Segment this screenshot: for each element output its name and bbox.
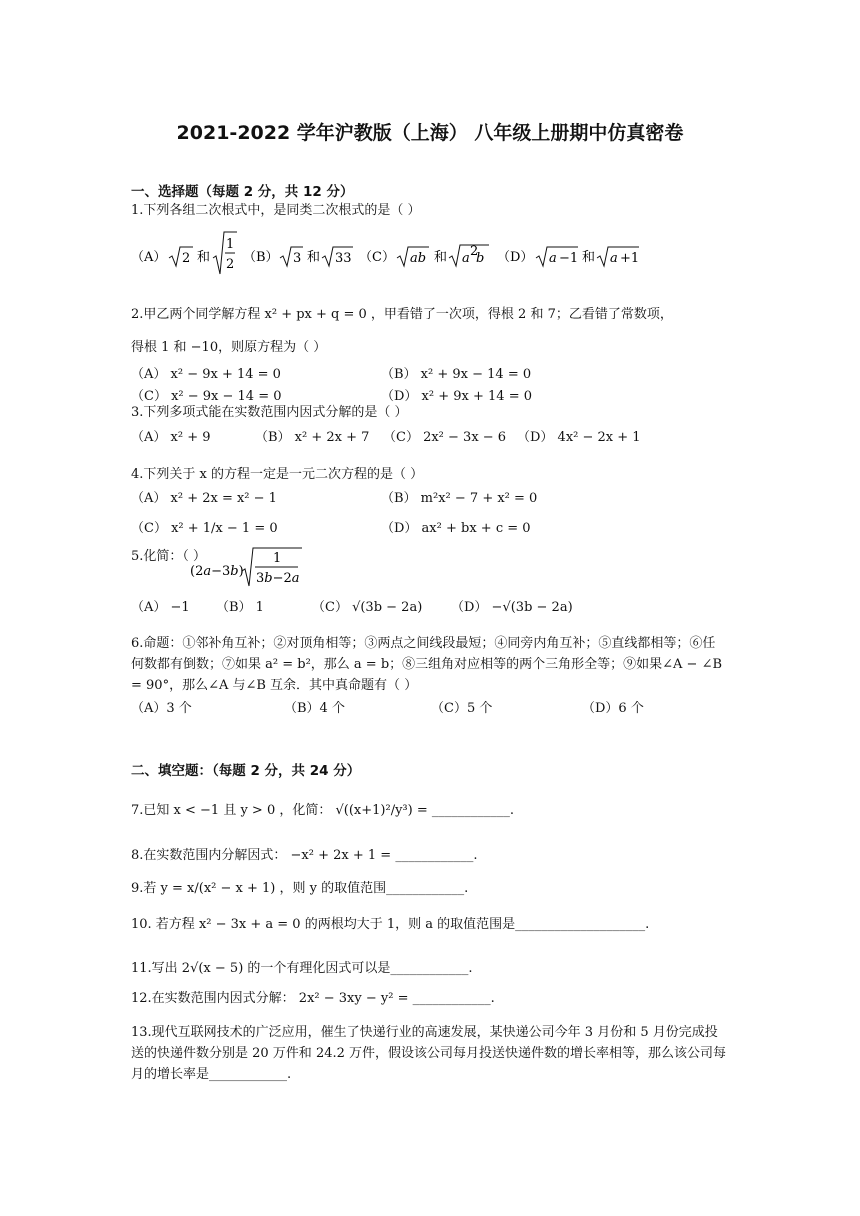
question-5-stem: 5.化简：（ ） xyxy=(131,549,207,564)
question-4-stem: 4.下列关于 x 的方程一定是一元二次方程的是（ ） xyxy=(131,467,424,482)
question-8: 8.在实数范围内分解因式： −x² + 2x + 1 = ____________. xyxy=(131,848,478,863)
question-3-stem: 3.下列多项式能在实数范围内因式分解的是（ ） xyxy=(131,405,408,420)
svg-text:3b−2a: 3b−2a xyxy=(256,571,300,586)
q1-option-c xyxy=(359,244,489,266)
q3-option-b: （B） x² + 2x + 7 xyxy=(255,430,370,445)
q2-option-d: （D） x² + 9x + 14 = 0 xyxy=(381,389,532,404)
q5-option-d: （D） −√(3b − 2a) xyxy=(451,600,573,615)
svg-text:（B）: （B） xyxy=(243,250,279,265)
svg-text:1: 1 xyxy=(273,551,282,566)
q1-option-b xyxy=(243,247,353,266)
svg-text:b: b xyxy=(476,251,485,266)
svg-text:（C）: （C） xyxy=(359,250,395,265)
svg-text:（A）: （A） xyxy=(131,250,167,265)
section-heading-choice: 一、选择题（每题 2 分，共 12 分） xyxy=(131,184,354,200)
svg-text:33: 33 xyxy=(335,251,352,266)
svg-text:1: 1 xyxy=(226,237,235,252)
svg-text:和: 和 xyxy=(307,250,321,265)
q4-option-b: （B） m²x² − 7 + x² = 0 xyxy=(381,491,538,506)
svg-text:a: a xyxy=(610,251,618,266)
question-1-options xyxy=(131,228,731,280)
question-2-line-2: 得根 1 和 −10，则原方程为（ ） xyxy=(131,340,327,355)
question-11: 11.写出 2√(x − 5) 的一个有理化因式可以是____________. xyxy=(131,961,473,976)
svg-text:2: 2 xyxy=(470,244,479,259)
svg-text:和: 和 xyxy=(434,250,448,265)
q4-option-c: （C） x² + 1/x − 1 = 0 xyxy=(131,521,278,536)
question-12: 12.在实数范围内因式分解： 2x² − 3xy − y² = ____________. xyxy=(131,991,495,1006)
q6-option-d: （D）6 个 xyxy=(582,701,644,716)
svg-text:3: 3 xyxy=(293,251,302,266)
svg-text:和: 和 xyxy=(197,250,211,265)
q6-option-b: （B）4 个 xyxy=(284,701,345,716)
q2-option-b: （B） x² + 9x − 14 = 0 xyxy=(381,367,532,382)
question-2-line-1: 2.甲乙两个同学解方程 x² + px + q = 0 ，甲看错了一次项，得根 2 和 7；乙看错了常数项， xyxy=(131,307,673,322)
svg-text:a: a xyxy=(549,251,557,266)
svg-text:−1: −1 xyxy=(559,251,579,266)
q3-option-c: （C） 2x² − 3x − 6 xyxy=(383,430,507,445)
q1-option-d xyxy=(497,247,639,266)
q5-option-b: （B） 1 xyxy=(216,600,264,615)
page-title: 2021-2022 学年沪教版（上海） 八年级上册期中仿真密卷 xyxy=(176,122,684,144)
question-7: 7.已知 x < −1 且 y > 0 ，化简： √((x+1)²/y³) = ____________. xyxy=(131,803,514,818)
q3-option-d: （D） 4x² − 2x + 1 xyxy=(517,430,641,445)
question-9: 9.若 y = x/(x² − x + 1) ，则 y 的取值范围____________. xyxy=(131,881,469,896)
q2-option-c: （C） x² − 9x − 14 = 0 xyxy=(131,389,282,404)
question-10: 10. 若方程 x² − 3x + a = 0 的两根均大于 1，则 a 的取值范围是____________________. xyxy=(131,917,650,932)
svg-text:+1: +1 xyxy=(620,251,640,266)
q4-option-a: （A） x² + 2x = x² − 1 xyxy=(131,491,277,506)
q1-option-a xyxy=(131,232,237,274)
question-5-expression xyxy=(190,545,320,589)
q2-option-a: （A） x² − 9x + 14 = 0 xyxy=(131,367,281,382)
question-13-text: 13.现代互联网技术的广泛应用，催生了快递行业的高速发展，某快递公司今年 3 月份和 5 月份完成投送的快递件数分别是 20 万件和 24.2 万件，假设该公司每月投送快递件数的增长率相等，那么该公司每月的增长率是____________. xyxy=(131,1025,727,1082)
svg-text:(2a−3b): (2a−3b) xyxy=(190,564,244,579)
svg-text:（D）: （D） xyxy=(497,250,534,265)
q3-option-a: （A） x² + 9 xyxy=(131,430,211,445)
q6-option-a: （A）3 个 xyxy=(131,701,192,716)
q4-option-d: （D） ax² + bx + c = 0 xyxy=(381,521,531,536)
svg-text:2: 2 xyxy=(182,251,191,266)
svg-text:和: 和 xyxy=(582,250,596,265)
question-1-stem: 1.下列各组二次根式中，是同类二次根式的是（ ） xyxy=(131,203,421,218)
svg-text:a: a xyxy=(462,251,470,266)
svg-text:2: 2 xyxy=(226,257,235,272)
svg-text:ab: ab xyxy=(410,251,427,266)
q6-option-c: （C）5 个 xyxy=(431,701,493,716)
question-6-text: 6.命题：①邻补角互补；②对顶角相等；③两点之间线段最短；④同旁内角互补；⑤直线都相等；⑥任何数都有倒数；⑦如果 a² = b²，那么 a = b；⑧三组角对应相等的两个三角形全等；⑨如果∠A − ∠B = 90°，那么∠A 与∠B 互余．其中真命题有（ ） xyxy=(131,636,723,693)
q5-option-c: （C） √(3b − 2a) xyxy=(312,600,423,615)
section-heading-fill-in: 二、填空题：（每题 2 分，共 24 分） xyxy=(131,763,361,779)
q5-option-a: （A） −1 xyxy=(131,600,190,615)
